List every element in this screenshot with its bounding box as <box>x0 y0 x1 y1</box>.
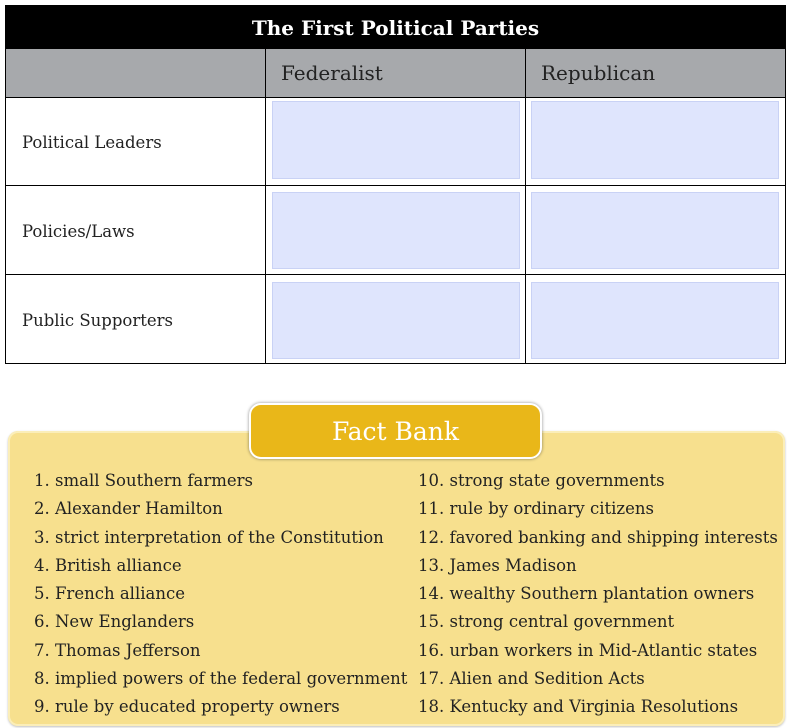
fact-bank-panel <box>8 431 785 726</box>
fact-item[interactable]: 16. urban workers in Mid-Atlantic states <box>418 640 758 660</box>
header-republican: Republican <box>541 61 656 85</box>
fact-item[interactable]: 15. strong central government <box>418 612 675 632</box>
fact-item[interactable]: 17. Alien and Sedition Acts <box>418 669 645 689</box>
fact-item[interactable]: 5. French alliance <box>34 584 185 604</box>
row-label-policies-laws: Policies/Laws <box>22 221 135 241</box>
answer-box-federalist-leaders[interactable] <box>272 101 520 179</box>
fact-item[interactable]: 8. implied powers of the federal government <box>34 669 408 689</box>
parties-table <box>5 5 786 364</box>
fact-item[interactable]: 3. strict interpretation of the Constitution <box>34 527 384 547</box>
column-divider <box>525 49 526 363</box>
table-title: The First Political Parties <box>6 6 785 49</box>
fact-list-left <box>34 467 407 722</box>
answer-box-republican-supporters[interactable] <box>531 282 779 359</box>
row-label-political-leaders: Political Leaders <box>22 132 162 152</box>
fact-item[interactable]: 1. small Southern farmers <box>34 471 253 490</box>
fact-list-right <box>418 467 778 722</box>
fact-bank-title: Fact Bank <box>249 403 542 459</box>
answer-box-federalist-supporters[interactable] <box>272 282 520 359</box>
answer-box-federalist-policies[interactable] <box>272 192 520 269</box>
header-federalist: Federalist <box>281 61 383 85</box>
header-blank-cell <box>6 49 266 97</box>
fact-item[interactable]: 12. favored banking and shipping interests <box>418 527 778 547</box>
fact-item[interactable]: 10. strong state governments <box>418 471 665 490</box>
fact-item[interactable]: 13. James Madison <box>418 555 577 575</box>
fact-item[interactable]: 18. Kentucky and Virginia Resolutions <box>418 697 739 717</box>
column-divider <box>265 49 266 363</box>
fact-item[interactable]: 6. New Englanders <box>34 612 195 632</box>
row-label-public-supporters: Public Supporters <box>22 310 173 330</box>
fact-item[interactable]: 4. British alliance <box>34 555 182 575</box>
fact-item[interactable]: 11. rule by ordinary citizens <box>418 499 654 519</box>
fact-item[interactable]: 2. Alexander Hamilton <box>34 499 223 519</box>
answer-box-republican-leaders[interactable] <box>531 101 779 179</box>
answer-box-republican-policies[interactable] <box>531 192 779 269</box>
table-header-row <box>6 49 785 98</box>
fact-item[interactable]: 9. rule by educated property owners <box>34 697 340 717</box>
fact-item[interactable]: 7. Thomas Jefferson <box>34 640 201 660</box>
fact-item[interactable]: 14. wealthy Southern plantation owners <box>418 584 755 604</box>
